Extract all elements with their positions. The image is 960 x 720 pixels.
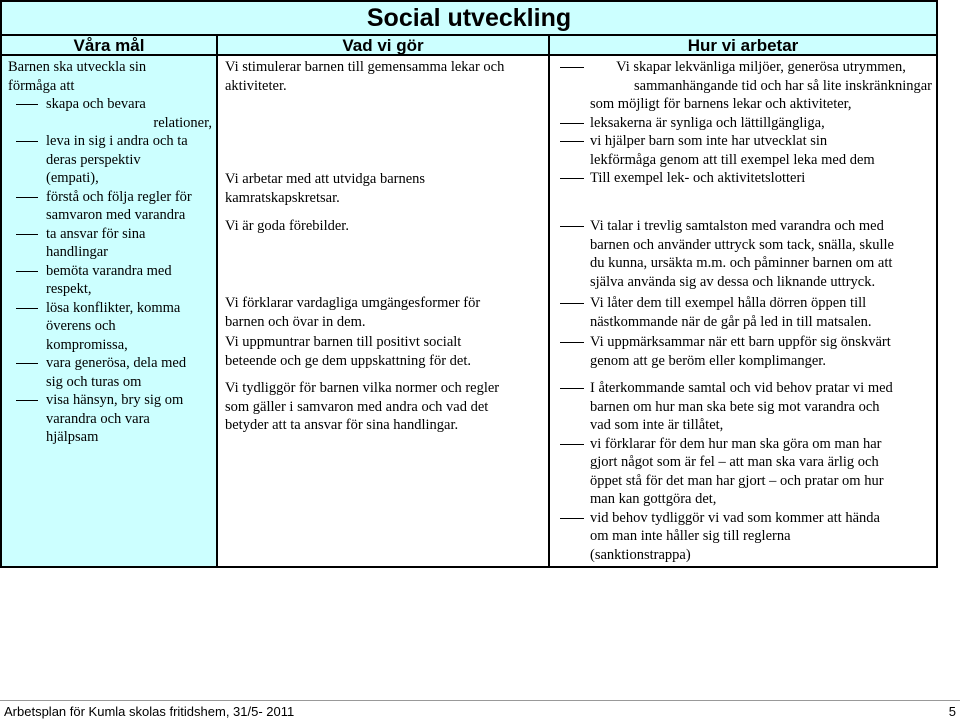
how-line: vid behov tydliggör vi vad som kommer att hända — [554, 509, 932, 528]
how-line: (sanktionstrappa) — [590, 546, 691, 563]
what-line: Vi uppmuntrar barnen till positivt socialt — [225, 334, 462, 350]
what-line: som gäller i samvaron med andra och vad det — [225, 398, 489, 415]
goal-item — [8, 132, 212, 188]
footer-divider — [0, 700, 960, 701]
what-item — [225, 379, 543, 435]
goal-line: skapa och bevara — [46, 96, 146, 112]
goal-line: varandra och vara — [46, 410, 150, 427]
how-line: genom att ge beröm eller komplimanger. — [590, 352, 826, 369]
how-line: sammanhängande tid och har så lite inskränkningar — [634, 77, 932, 94]
what-line: Vi är goda förebilder. — [225, 218, 349, 234]
goals-intro-line: förmåga att — [8, 77, 75, 94]
goal-line: lösa konflikter, komma — [46, 299, 181, 316]
goal-item — [8, 391, 212, 447]
goal-line: visa hänsyn, bry sig om — [46, 392, 184, 408]
goal-line: respekt, — [46, 281, 92, 297]
content-table — [0, 36, 938, 568]
what-item — [225, 170, 543, 207]
goal-line: förstå och följa regler för — [46, 188, 192, 205]
how-item — [554, 217, 932, 291]
header-how: Hur vi arbetar — [550, 36, 936, 56]
goal-line: deras perspektiv — [46, 151, 141, 168]
how-line: Vi låter dem till exempel hålla dörren öppen till — [554, 294, 932, 313]
how-line: Vi uppmärksammar när ett barn uppför sig önskvärt — [554, 333, 932, 352]
goal-line: vara generösa, dela med — [46, 355, 187, 371]
what-line: Vi tydliggör för barnen vilka normer och regler — [225, 380, 500, 396]
header-goals: Våra mål — [2, 36, 218, 56]
goal-line: handlingar — [46, 244, 109, 260]
what-item — [225, 217, 543, 236]
goal-item — [8, 95, 212, 132]
goal-line: överens och — [46, 318, 116, 334]
what-line: betyder att ta ansvar för sina handlingar. — [225, 417, 459, 433]
goal-line: bemöta varandra med — [46, 262, 172, 279]
page-footer — [0, 704, 960, 720]
goals-intro-line: Barnen ska utveckla sin — [8, 59, 147, 75]
how-column — [550, 56, 936, 566]
goal-line: relationer, — [153, 114, 212, 131]
goal-line: sig och turas om — [46, 373, 142, 390]
how-line: man kan gottgöra det, — [590, 491, 717, 507]
how-line: Till exempel lek- och aktivitetslotteri — [554, 169, 932, 188]
how-line: om man inte håller sig till reglerna — [590, 528, 791, 544]
how-line: vad som inte är tillåtet, — [590, 417, 724, 433]
what-item — [225, 333, 543, 370]
goal-line: hjälpsam — [46, 429, 99, 445]
how-line: I återkommande samtal och vid behov pratar vi med — [554, 379, 932, 398]
how-line: vi hjälper barn som inte har utvecklat sin — [554, 132, 932, 151]
header-what: Vad vi gör — [218, 36, 550, 56]
how-item — [554, 333, 932, 370]
what-column — [218, 56, 550, 566]
how-item — [554, 294, 932, 331]
goal-item — [8, 188, 212, 225]
goals-list — [8, 95, 212, 447]
what-line: Vi stimulerar barnen till gemensamma lekar och — [225, 59, 505, 75]
how-line: leksakerna är synliga och lättillgängliga, — [554, 114, 932, 133]
how-line: du kunna, ursäkta m.m. och påminner barnen om att — [590, 255, 893, 271]
goal-line: leva in sig i andra och ta — [46, 133, 188, 149]
how-line: barnen och använder uttryck som tack, snälla, skulle — [590, 236, 894, 253]
goal-item — [8, 225, 212, 262]
page-number: 5 — [948, 704, 956, 719]
how-line: barnen om hur man ska bete sig mot varandra och — [590, 398, 880, 415]
what-line: beteende och ge dem uppskattning för det. — [225, 352, 472, 369]
how-line: vi förklarar för dem hur man ska göra om man har — [554, 435, 932, 454]
footer-text: Arbetsplan för Kumla skolas fritidshem, 31/5- 2011 — [4, 704, 295, 719]
goals-intro — [8, 58, 212, 95]
goal-line: samvaron med varandra — [46, 207, 186, 223]
what-line: barnen och övar in dem. — [225, 313, 366, 330]
goal-item — [8, 354, 212, 391]
page-title: Social utveckling — [0, 0, 938, 36]
what-line: aktiviteter. — [225, 77, 287, 94]
what-line: kamratskapskretsar. — [225, 189, 340, 206]
how-line: Vi talar i trevlig samtalston med varandra och med — [554, 217, 932, 236]
goal-line: kompromissa, — [46, 336, 128, 353]
how-line: öppet stå för det man har gjort – och pratar om hur — [590, 472, 884, 489]
what-item — [225, 58, 543, 95]
how-line: Vi skapar lekvänliga miljöer, generösa utrymmen, — [554, 58, 932, 77]
how-line: som möjligt för barnens lekar och aktiviteter, — [590, 96, 852, 112]
how-line: lekförmåga genom att till exempel leka med dem — [590, 151, 875, 168]
how-item — [554, 58, 932, 188]
how-line: själva använda sig av dessa och liknande uttryck. — [590, 273, 876, 290]
how-line: nästkommande när de går på led in till matsalen. — [590, 313, 872, 330]
what-item — [225, 294, 543, 331]
goal-line: ta ansvar för sina — [46, 225, 146, 242]
goals-column — [2, 56, 218, 566]
goal-item — [8, 299, 212, 355]
what-line: Vi förklarar vardagliga umgängesformer för — [225, 295, 481, 311]
what-line: Vi arbetar med att utvidga barnens — [225, 171, 426, 187]
goal-line: (empati), — [46, 170, 99, 186]
goal-item — [8, 262, 212, 299]
how-item — [554, 379, 932, 564]
how-line: gjort något som är fel – att man ska vara ärlig och — [590, 454, 879, 470]
